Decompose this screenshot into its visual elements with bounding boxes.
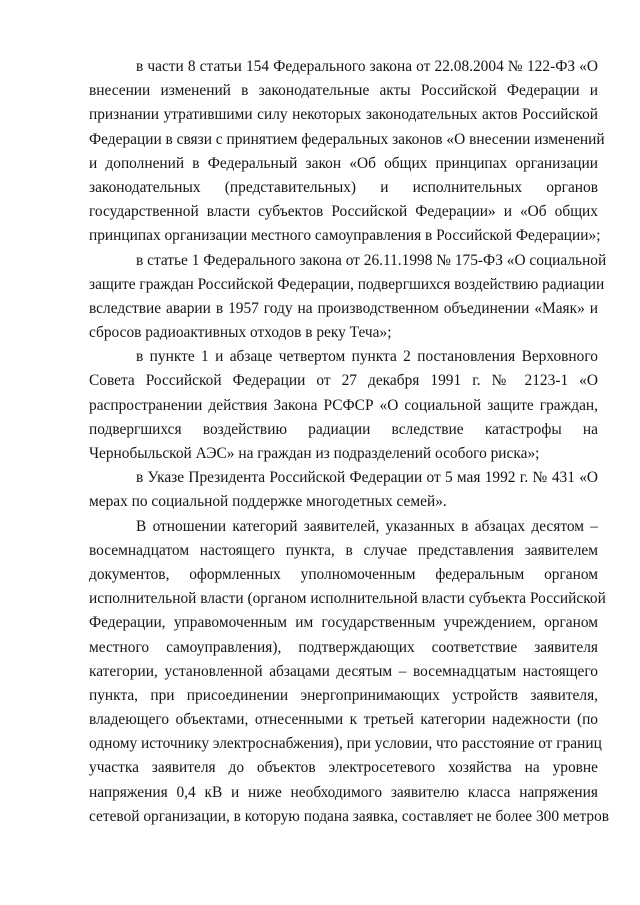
text-line: в статье 1 Федерального закона от 26.11.1998 № 175-ФЗ «О социальной [136, 251, 607, 269]
text-line: Федерации в связи с принятием федеральных законов «О внесении изменений [89, 130, 605, 148]
paragraph-applicant-categories [89, 515, 610, 829]
text-line: государственной власти субъектов Российской Федерации» и «Об общих [89, 203, 598, 221]
text-line: вследствие аварии в 1957 году на производственном объединении «Маяк» и [89, 299, 598, 317]
text-line: Федерации, управомоченным им государственным учреждением, органом [89, 614, 598, 632]
paragraph-law-122-fz [89, 55, 605, 249]
text-line: распространении действия Закона РСФСР «О социальной защите граждан, [89, 396, 598, 414]
text-line: признании утратившими силу некоторых законодательных актов Российской [89, 106, 598, 124]
text-line: в Указе Президента Российской Федерации от 5 мая 1992 г. № 431 «О [136, 469, 598, 487]
text-line: законодательных (представительных) и исполнительных органов [89, 178, 598, 196]
text-line: принципах организации местного самоуправления в Российской Федерации»; [89, 227, 601, 245]
text-line: внесении изменений в законодательные акты Российской Федерации и [89, 82, 598, 100]
paragraph-decree-431 [89, 466, 598, 514]
text-line: подвергшихся воздействию радиации вследствие катастрофы на [89, 420, 598, 438]
paragraph-resolution-2123-1 [89, 345, 598, 466]
paragraph-law-175-fz [89, 249, 607, 346]
text-line: в пункте 1 и абзаце четвертом пункта 2 постановления Верховного [136, 348, 598, 366]
text-line: мерах по социальной поддержке многодетных семей». [89, 493, 447, 511]
text-line: документов, оформленных уполномоченным федеральным органом [89, 565, 598, 583]
text-line: участка заявителя до объектов электросетевого хозяйства на уровне [89, 759, 598, 777]
text-line: восемнадцатом настоящего пункта, в случае представления заявителем [89, 541, 598, 559]
text-line: одному источнику электроснабжения), при условии, что расстояние от границ [89, 735, 602, 753]
text-line: местного самоуправления), подтверждающих соответствие заявителя [89, 638, 598, 656]
text-line: в части 8 статьи 154 Федерального закона от 22.08.2004 № 122-ФЗ «О [136, 58, 598, 75]
text-line: Совета Российской Федерации от 27 декабря 1991 г. № 2123-1 «О [89, 372, 598, 390]
text-line: и дополнений в Федеральный закон «Об общих принципах организации [89, 154, 598, 172]
text-line: сбросов радиоактивных отходов в реку Теча»; [89, 324, 392, 342]
text-line: защите граждан Российской Федерации, подвергшихся воздействию радиации [89, 275, 605, 293]
text-line: исполнительной власти (органом исполнительной власти субъекта Российской [89, 590, 606, 608]
text-line: категории, установленной абзацами десятым – восемнадцатым настоящего [89, 662, 598, 680]
text-line: В отношении категорий заявителей, указанных в абзацах десятом – [136, 517, 598, 535]
text-line: Чернобыльской АЭС» на граждан из подразделений особого риска»; [89, 445, 540, 462]
text-line: сетевой организации, в которую подана заявка, составляет не более 300 метров [89, 807, 610, 825]
text-line: пункта, при присоединении энергопринимающих устройств заявителя, [89, 686, 598, 704]
text-line: владеющего объектами, отнесенными к третьей категории надежности (по [89, 711, 598, 729]
document-body [89, 55, 610, 829]
text-line: напряжения 0,4 кВ и ниже необходимого заявителю класса напряжения [89, 783, 598, 801]
